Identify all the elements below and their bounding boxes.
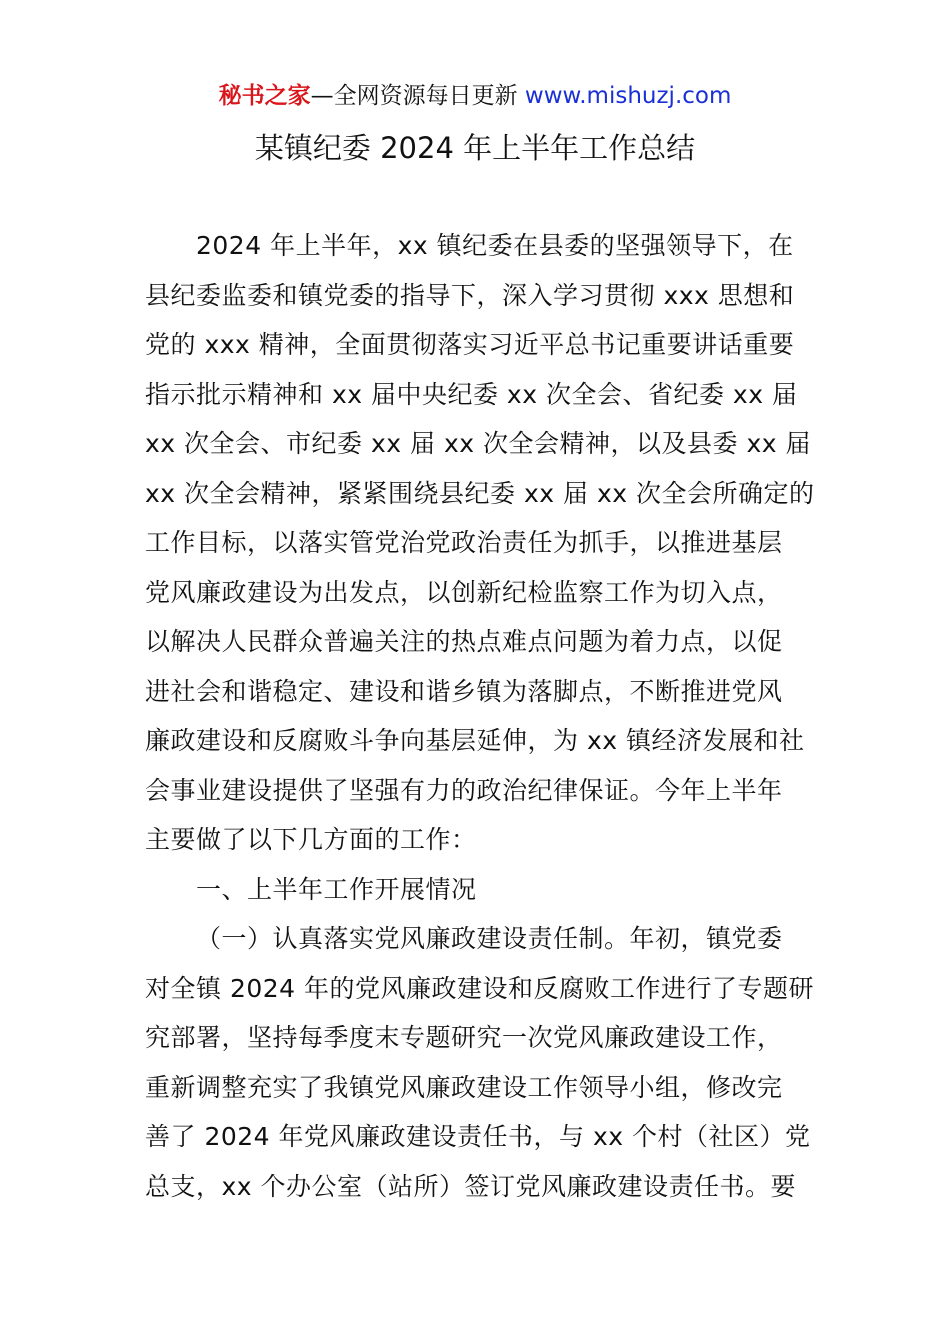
paragraph-line: 以解决人民群众普遍关注的热点难点问题为着力点，以促 xyxy=(145,627,783,656)
brand-name: 秘书之家 xyxy=(218,83,311,109)
header-slogan: —全网资源每日更新 xyxy=(310,83,518,109)
site-header xyxy=(0,80,950,112)
paragraph-line: 工作目标，以落实管党治党政治责任为抓手，以推进基层 xyxy=(145,528,783,557)
paragraph-line: 会事业建设提供了坚强有力的政治纪律保证。今年上半年 xyxy=(145,776,783,805)
paragraph-line: 指示批示精神和 xx 届中央纪委 xx 次全会、省纪委 xx 届 xyxy=(145,380,798,409)
paragraph-line: xx 次全会精神，紧紧围绕县纪委 xx 届 xx 次全会所确定的 xyxy=(145,479,815,508)
paragraph-line: 进社会和谐稳定、建设和谐乡镇为落脚点，不断推进党风 xyxy=(145,677,783,706)
paragraph-line: 究部署，坚持每季度末专题研究一次党风廉政建设工作， xyxy=(145,1023,783,1052)
paragraph-line: 党的 xxx 精神，全面贯彻落实习近平总书记重要讲话重要 xyxy=(145,330,795,359)
paragraph-line: 重新调整充实了我镇党风廉政建设工作领导小组，修改完 xyxy=(145,1073,783,1102)
paragraph-line: 县纪委监委和镇党委的指导下，深入学习贯彻 xxx 思想和 xyxy=(145,281,795,310)
paragraph-line: 廉政建设和反腐败斗争向基层延伸，为 xx 镇经济发展和社 xyxy=(145,726,805,755)
paragraph-line: xx 次全会、市纪委 xx 届 xx 次全会精神，以及县委 xx 届 xyxy=(145,429,811,458)
document-title: 某镇纪委 2024 年上半年工作总结 xyxy=(254,131,696,165)
paragraph-line: （一）认真落实党风廉政建设责任制。年初，镇党委 xyxy=(196,924,783,953)
paragraph-line: 主要做了以下几方面的工作： xyxy=(145,825,477,854)
paragraph-line: 党风廉政建设为出发点，以创新纪检监察工作为切入点， xyxy=(145,578,783,607)
section-heading: 一、上半年工作开展情况 xyxy=(196,875,477,904)
website-link[interactable]: www.mishuzj.com xyxy=(524,83,732,109)
paragraph-line: 总支，xx 个办公室（站所）签订党风廉政建设责任书。要 xyxy=(145,1172,797,1201)
paragraph-line: 对全镇 2024 年的党风廉政建设和反腐败工作进行了专题研 xyxy=(145,974,815,1003)
paragraph-line: 2024 年上半年，xx 镇纪委在县委的坚强领导下，在 xyxy=(196,231,794,260)
paragraph-line: 善了 2024 年党风廉政建设责任书，与 xx 个村（社区）党 xyxy=(145,1122,811,1151)
